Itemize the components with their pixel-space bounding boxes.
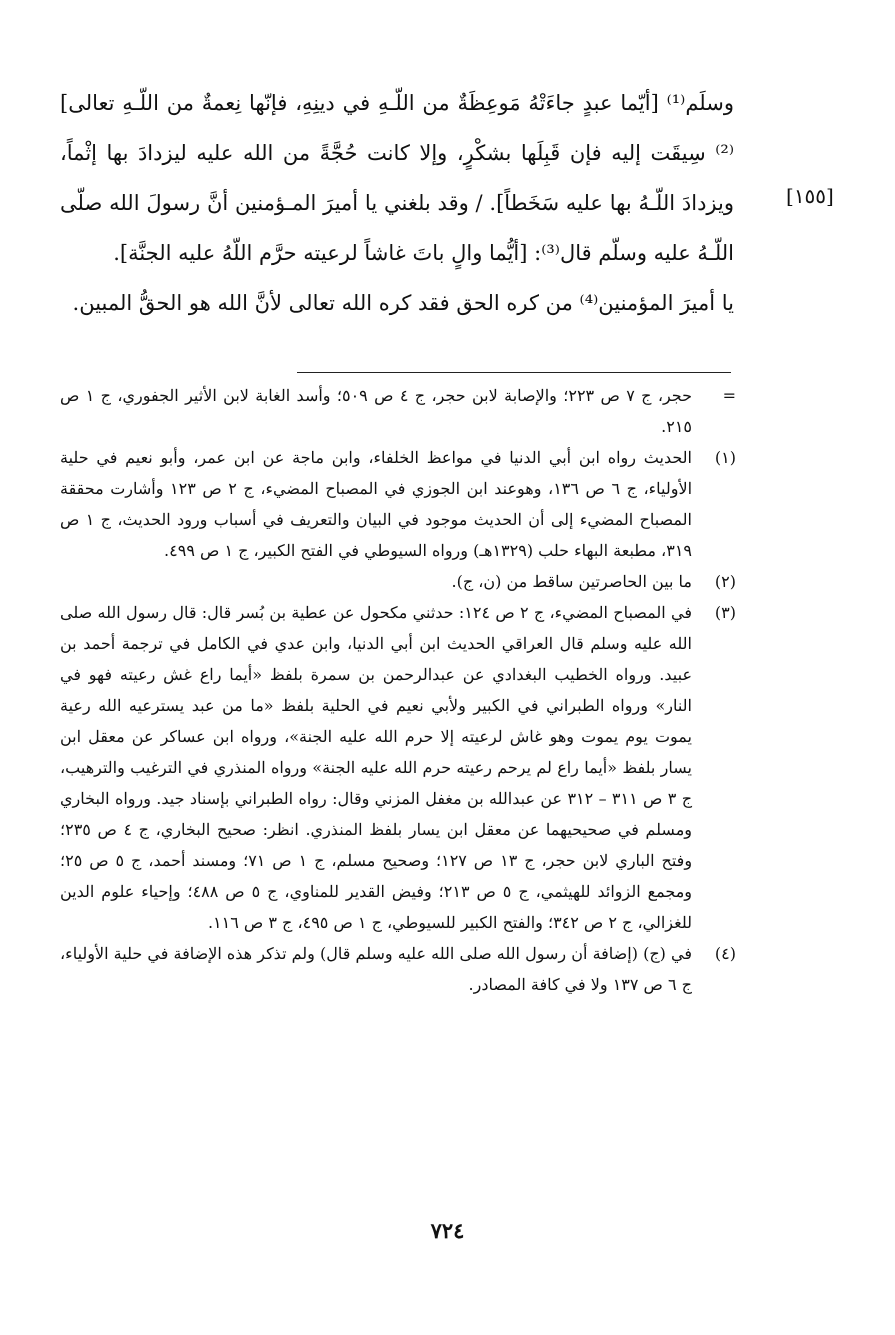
body-paragraph-2: يا أميرَ المؤمنين⁽⁴⁾ من كره الحق فقد كره الله تعالى لأنَّ الله هو الحقُّ المبين.: [72, 291, 734, 315]
footnote-2: [60, 566, 736, 597]
footnotes: [60, 380, 736, 1000]
footnote-4: [60, 938, 736, 1000]
footnote-1: [60, 442, 736, 566]
footnote-marker: (٤): [714, 944, 736, 963]
footnote-marker: (١): [714, 448, 736, 467]
footnote-marker: (٣): [714, 603, 736, 622]
margin-page-reference: [١٥٥]: [786, 184, 834, 208]
footnote-3: [60, 597, 736, 938]
page-number: ٧٢٤: [430, 1218, 465, 1243]
footnote-marker: =: [722, 386, 736, 405]
footnote-text: حجر، ج ٧ ص ٢٢٣؛ والإصابة لابن حجر، ج ٤ ص ٥٠٩؛ وأسد الغابة لابن الأثير الجفوري، ج ١ ص ٢١٥.: [60, 386, 693, 436]
main-text: [60, 78, 734, 328]
footnote-marker: (٢): [714, 572, 736, 591]
footnote-text: في (ج) (إضافة أن رسول الله صلى الله عليه وسلم قال) ولم تذكر هذه الإضافة في حلية الأولياء، ج ٦ ص ١٣٧ ولا في كافة المصادر.: [60, 944, 692, 994]
footnote-text: الحديث رواه ابن أبي الدنيا في مواعظ الخلفاء، وابن ماجة عن ابن عمر، وأبو نعيم في حلية الأولياء، ج ٦ ص ١٣٦، وهوعند ابن الجوزي في المصباح المضيء، ج ٢ ص ١٢٣ وأشارت محققة المصباح المضيء إلى أن الحديث موجود في البيان والتعريف في أسباب ورود الحديث، ج ١ ص ٣١٩، مطبعة البهاء حلب (١٣٢٩هـ) ورواه السيوطي في الفتح الكبير، ج ١ ص ٤٩٩.: [60, 448, 693, 560]
footnote-text: في المصباح المضيء، ج ٢ ص ١٢٤: حدثني مكحول عن عطية بن بُسر قال: قال رسول الله صلى الله عليه وسلم قال العراقي الحديث ابن أبي الدنيا، وابن عدي في الكامل في ترجمة أحمد بن عبيد. ورواه الخطيب البغدادي عن عبدالرحمن بن سمرة بلفظ «أيما راع غش رعيته فهو في النار» ورواه الطبراني في الكبير ولأبي نعيم في الحلية بلفظ «ما من عبد يسترعيه الله رعية يموت يوم يموت وهو غاش لرعيته إلا حرم الله عليه الجنة»، ورواه ابن عساكر عن معقل ابن يسار بلفظ «أيما راع لم يرحم رعيته حرم الله عليه الجنة» ورواه المنذري في الترغيب والترهيب، ج ٣ ص ٣١١ – ٣١٢ عن عبدالله بن مغفل المزني وقال: رواه الطبراني بإسناد جيد. ورواه البخاري ومسلم في صحيحيهما عن معقل ابن يسار بلفظ المنذري. انظر: صحيح البخاري، ج ٤ ص ٢٣٥؛ وفتح الباري لابن حجر، ج ١٣ ص ١٢٧؛ وصحيح مسلم، ج ١ ص ٧١؛ ومسند أحمد، ج ٥ ص ٢٥؛ ومجمع الزوائد للهيثمي، ج ٥ ص ٢١٣؛ وفيض القدير للمناوي، ج ٥ ص ٤٨٨؛ وإحياء علوم الدين للغزالي، ج ٢ ص ٣٤٢؛ والفتح الكبير للسيوطي، ج ١ ص ٤٩٥، ج ٣ ص ١١٦.: [60, 603, 693, 932]
body-paragraph-1: وسلَم⁽¹⁾ [أيّما عبدٍ جاءَتْهُ مَوعِظَةٌ من اللّـهِ في دينِهِ، فإنّها نِعمةٌ من اللّـهِ تعالى]⁽²⁾ سِيقَت إليه فإن قَبِلَها بشكْرٍ، وإلا كانت حُجَّةً من الله عليه ليزدادَ بها إثْماً، ويزدادَ اللّـهُ بها عليه سَخَطاً]. / وقد بلغني يا أميرَ المـؤمنين أنَّ رسولَ الله صلّى اللّـهُ عليه وسلّم قال⁽³⁾: [أيُّما والٍ باتَ غاشاً لرعيته حرَّم اللّهُ عليه الجنَّة].: [60, 91, 734, 265]
footnote-text: ما بين الحاصرتين ساقط من (ن، ج).: [451, 572, 692, 591]
footnote-continuation: [60, 380, 736, 442]
footnote-divider: [297, 372, 731, 373]
